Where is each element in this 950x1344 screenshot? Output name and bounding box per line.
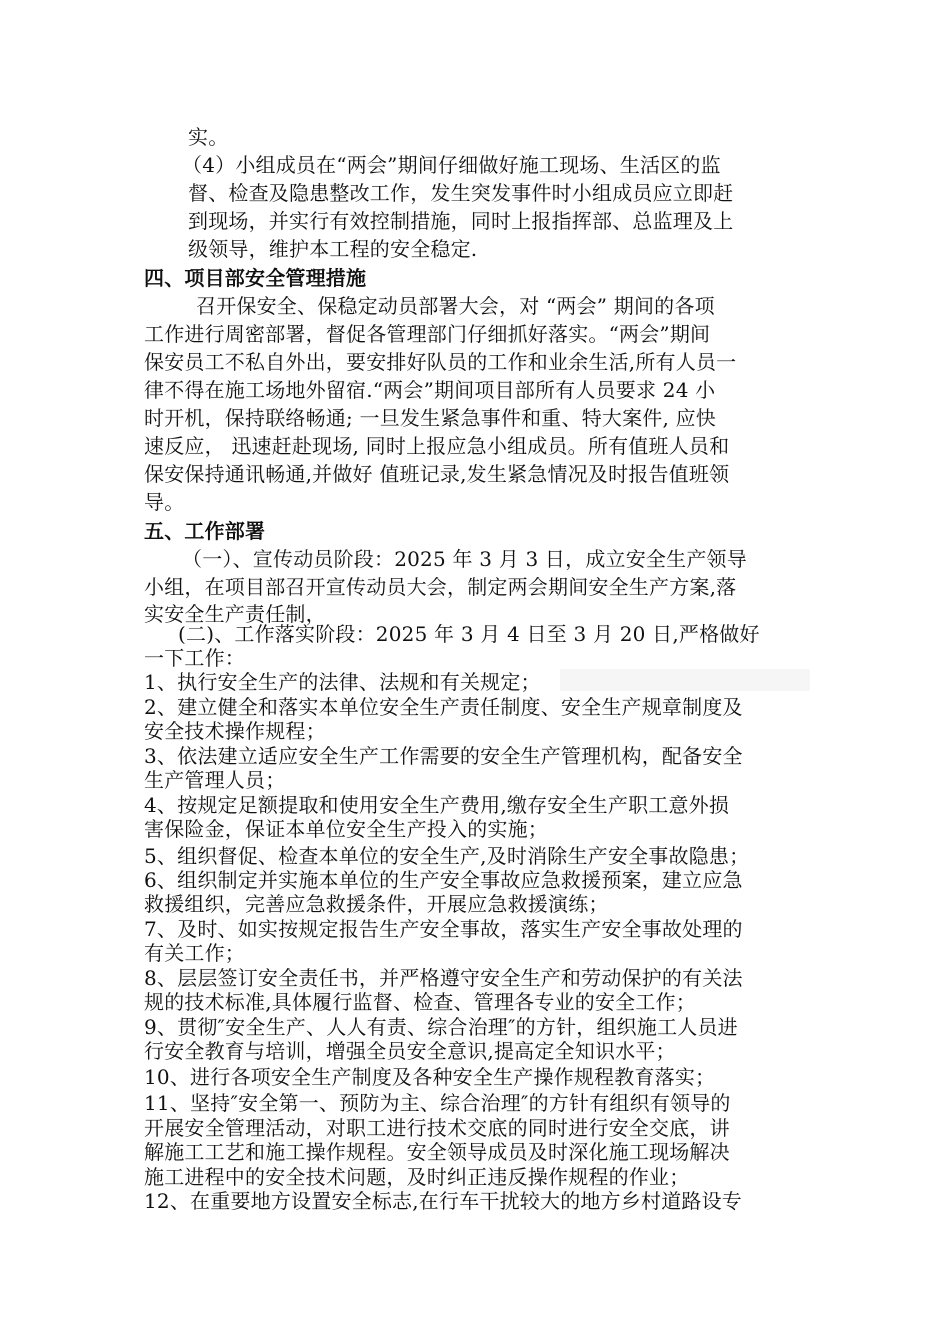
text-line: 一下工作： [144, 646, 245, 670]
text-line: 保安员工不私自外出，要安排好队员的工作和业余生活,所有人员一 [144, 350, 737, 374]
list-item: 12、在重要地方设置安全标志,在行车干扰较大的地方乡村道路设专 [144, 1189, 743, 1213]
list-item: 6、组织制定并实施本单位的生产安全事故应急救援预案，建立应急 [144, 868, 743, 892]
list-item: 9、贯彻″安全生产、人人有责、综合治理″的方针，组织施工人员进 [144, 1015, 738, 1039]
text-line: 律不得在施工场地外留宿.“两会”期间项目部所有人员要求 24 小 [144, 378, 716, 402]
list-item: 5、组织督促、检查本单位的安全生产,及时消除生产安全事故隐患； [144, 844, 750, 868]
list-item: 3、依法建立适应安全生产工作需要的安全生产管理机构，配备安全 [144, 744, 743, 768]
text-line: 速反应， 迅速赶赴现场, 同时上报应急小组成员。所有值班人员和 [144, 434, 730, 458]
list-item: 11、坚持″安全第一、预防为主、综合治理″的方针有组织有领导的 [144, 1091, 731, 1115]
list-item: 解施工工艺和施工操作规程。安全领导成员及时深化施工现场解决 [144, 1140, 730, 1164]
text-line: 小组，在项目部召开宣传动员大会，制定两会期间安全生产方案,落 [144, 575, 737, 599]
highlight-band [560, 669, 810, 691]
text-line: 级领导，维护本工程的安全稳定. [188, 237, 478, 261]
list-item: 10、进行各项安全生产制度及各种安全生产操作规程教育落实； [144, 1065, 716, 1089]
text-line: (二)、工作落实阶段：2025 年 3 月 4 日至 3 月 20 日,严格做好 [178, 622, 760, 646]
text-line: 督、检查及隐患整改工作，发生突发事件时小组成员应立即赶 [188, 181, 734, 205]
list-item: 规的技术标准,具体履行监督、检查、管理各专业的安全工作； [144, 990, 696, 1014]
section-heading: 四、项目部安全管理措施 [144, 266, 367, 290]
text-line: （4）小组成员在“两会”期间仔细做好施工现场、生活区的监 [182, 153, 721, 177]
list-item: 生产管理人员； [144, 768, 286, 792]
list-item: 施工进程中的安全技术问题，及时纠正违反操作规程的作业； [144, 1165, 690, 1189]
list-item: 2、建立健全和落实本单位安全生产责任制度、安全生产规章制度及 [144, 695, 743, 719]
text-line: 召开保安全、保稳定动员部署大会，对 “两会” 期间的各项 [196, 294, 715, 318]
list-item: 7、及时、如实按规定报告生产安全事故，落实生产安全事故处理的 [144, 917, 743, 941]
list-item: 4、按规定足额提取和使用安全生产费用,缴存安全生产职工意外损 [144, 793, 730, 817]
list-item: 1、执行安全生产的法律、法规和有关规定； [144, 670, 541, 694]
text-line: 工作进行周密部署，督促各管理部门仔细抓好落实。“两会”期间 [144, 322, 711, 346]
list-item: 有关工作； [144, 941, 245, 965]
text-line: 时开机，保持联络畅通; 一旦发生紧急事件和重、特大案件, 应快 [144, 406, 717, 430]
text-line: 保安保持通讯畅通,并做好 值班记录,发生紧急情况及时报告值班领 [144, 462, 730, 486]
text-line: （一）、宣传动员阶段：2025 年 3 月 3 日，成立安全生产领导 [182, 547, 747, 571]
section-heading: 五、工作部署 [144, 519, 266, 543]
list-item: 安全技术操作规程； [144, 719, 326, 743]
list-item: 害保险金，保证本单位安全生产投入的实施； [144, 817, 548, 841]
list-item: 救援组织，完善应急救援条件，开展应急救援演练； [144, 892, 609, 916]
text-line: 到现场，并实行有效控制措施，同时上报指挥部、总监理及上 [188, 209, 734, 233]
list-item: 8、层层签订安全责任书，并严格遵守安全生产和劳动保护的有关法 [144, 966, 743, 990]
text-line: 实安全生产责任制， [144, 602, 326, 626]
text-line: 实。 [188, 125, 229, 149]
list-item: 行安全教育与培训，增强全员安全意识,提高定全知识水平； [144, 1039, 676, 1063]
text-line: 导。 [144, 490, 185, 514]
list-item: 开展安全管理活动，对职工进行技术交底的同时进行安全交底，讲 [144, 1116, 730, 1140]
